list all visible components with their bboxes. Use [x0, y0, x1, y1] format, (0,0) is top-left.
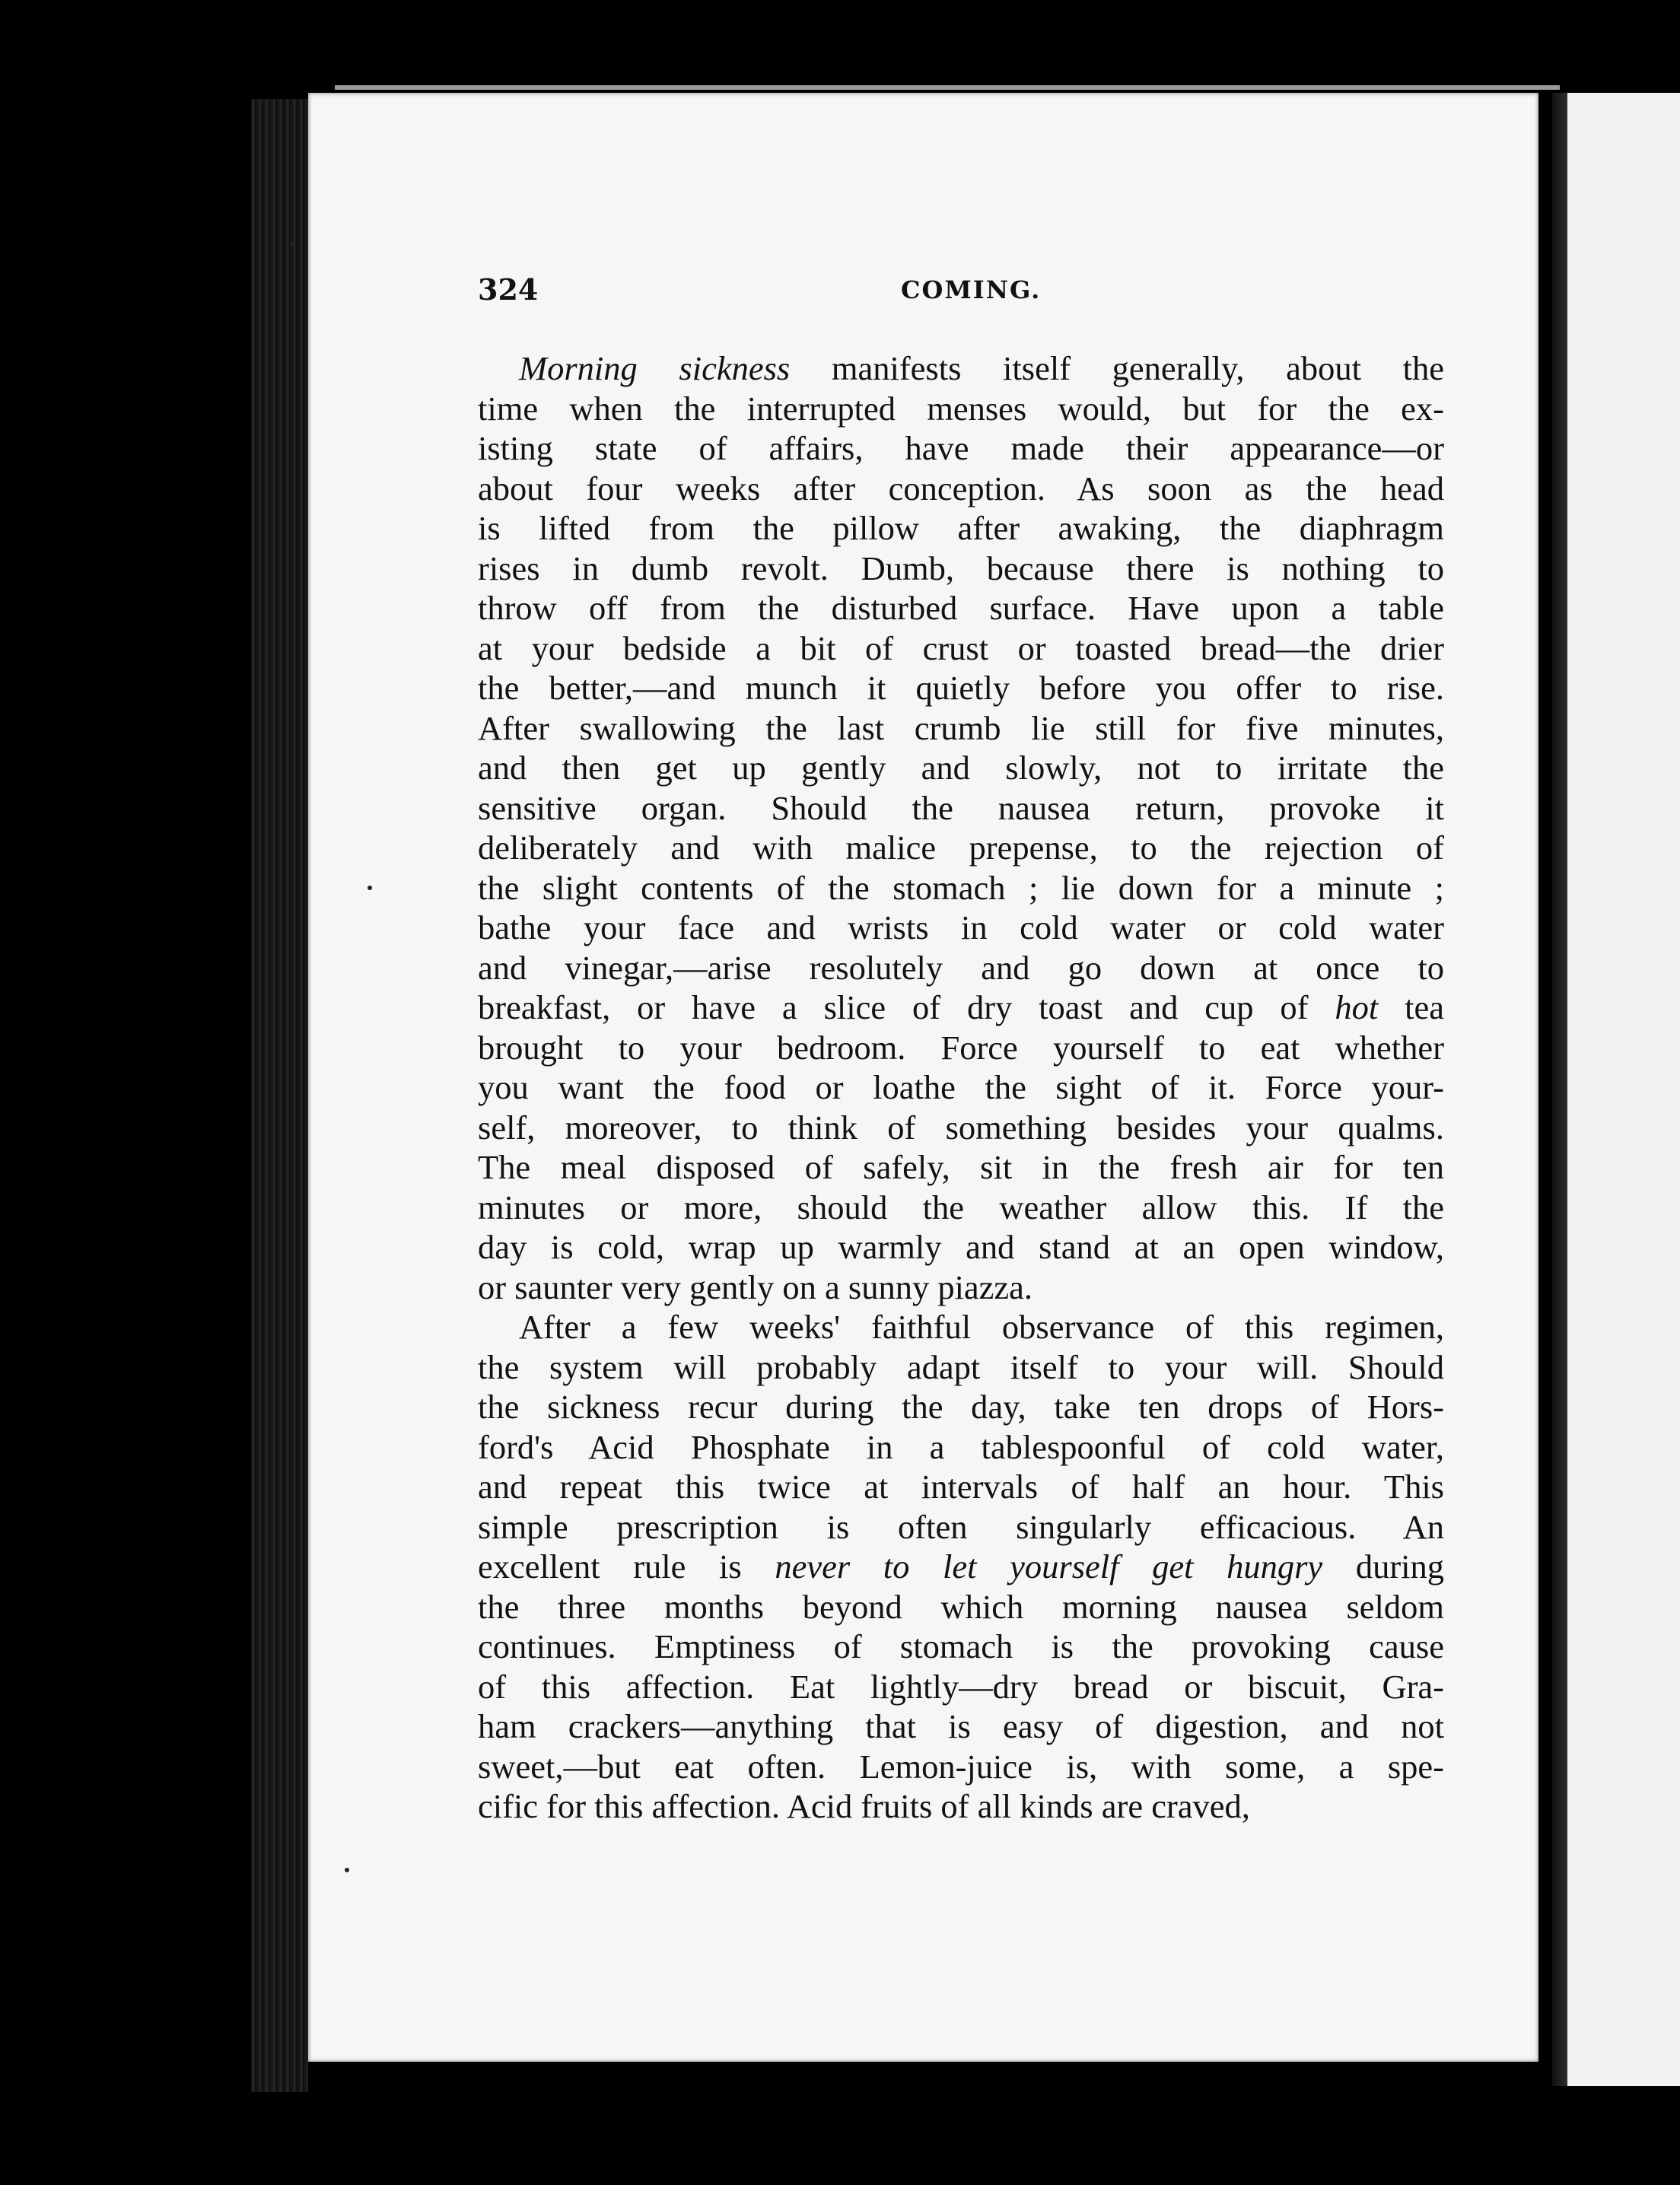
text-line	[478, 549, 1444, 589]
text-line	[478, 348, 1444, 389]
text-line	[478, 508, 1444, 549]
paragraph	[478, 348, 1444, 1307]
text-run: and repeat this twice at intervals of half an hour. This	[478, 1468, 1444, 1506]
text-run: brought to your bedroom. Force yourself to eat whether	[478, 1028, 1444, 1067]
text-run: ham crackers—anything that is easy of digestion, and not	[478, 1707, 1444, 1745]
text-line	[478, 1387, 1444, 1427]
text-run: the system will probably adapt itself to your will. Should	[478, 1347, 1444, 1386]
text-line	[478, 708, 1444, 749]
text-run: continues. Emptiness of stomach is the provoking cause	[478, 1627, 1444, 1665]
text-line	[478, 668, 1444, 708]
text-run: and then get up gently and slowly, not to irritate the	[478, 749, 1444, 787]
text-run: day is cold, wrap up warmly and stand at an open window,	[478, 1228, 1444, 1266]
text-line	[478, 1706, 1444, 1747]
text-line	[478, 628, 1444, 669]
text-run: during	[1322, 1547, 1444, 1585]
text-run: the three months beyond which morning nausea seldom	[478, 1587, 1444, 1626]
text-run: the slight contents of the stomach ; lie down for a minute ;	[478, 868, 1444, 907]
italic-text: Morning sickness	[519, 349, 791, 387]
text-line	[478, 1028, 1444, 1068]
text-line	[478, 1507, 1444, 1547]
text-run: manifests itself generally, about the	[790, 349, 1444, 387]
text-line	[478, 1188, 1444, 1228]
text-line	[478, 748, 1444, 788]
text-run: The meal disposed of safely, sit in the fresh air for ten	[478, 1148, 1444, 1186]
text-line	[478, 908, 1444, 948]
text-run: self, moreover, to think of something besides your qualms.	[478, 1108, 1444, 1147]
text-line	[478, 1467, 1444, 1507]
text-line	[478, 588, 1444, 628]
text-run: bathe your face and wrists in cold water or cold water	[478, 908, 1444, 946]
text-run: of this affection. Eat lightly—dry bread or biscuit, Gra-	[478, 1667, 1444, 1706]
facing-page-edge	[1567, 93, 1680, 2086]
text-line	[478, 1227, 1444, 1267]
text-run: rises in dumb revolt. Dumb, because there is nothing to	[478, 549, 1444, 587]
text-run: excellent rule is	[478, 1547, 775, 1585]
text-run: you want the food or loathe the sight of it. Force your-	[478, 1068, 1444, 1106]
text-run: isting state of affairs, have made their appearance—or	[478, 429, 1444, 467]
text-line	[478, 828, 1444, 868]
text-line	[478, 788, 1444, 829]
text-run: breakfast, or have a slice of dry toast and cup of	[478, 988, 1335, 1026]
text-line	[478, 868, 1444, 908]
text-run: After swallowing the last crumb lie still for five minutes,	[478, 708, 1444, 747]
text-run: or saunter very gently on a sunny piazza.	[478, 1267, 1033, 1306]
text-line	[478, 1347, 1444, 1388]
page-top-edge	[335, 85, 1560, 90]
text-line	[478, 1427, 1444, 1468]
text-line	[478, 1307, 1444, 1347]
book-page-edges	[251, 99, 308, 2092]
italic-text: never to let yourself get hungry	[775, 1547, 1323, 1585]
running-title: COMING.	[901, 275, 1042, 304]
scan-speck	[368, 886, 372, 890]
text-line	[478, 1067, 1444, 1108]
text-run: sensitive organ. Should the nausea return, provoke it	[478, 788, 1444, 827]
text-run: simple prescription is often singularly efficacious. An	[478, 1507, 1444, 1546]
paragraph	[478, 1307, 1444, 1827]
text-line	[478, 1627, 1444, 1667]
text-line	[478, 948, 1444, 988]
text-line	[478, 1587, 1444, 1627]
text-line	[478, 1547, 1444, 1587]
text-run: is lifted from the pillow after awaking, the diaphragm	[478, 509, 1444, 547]
text-run: throw off from the disturbed surface. Have upon a table	[478, 589, 1444, 627]
text-run: and vinegar,—arise resolutely and go down at once to	[478, 948, 1444, 987]
text-line	[478, 988, 1444, 1028]
body-text	[478, 348, 1444, 1827]
text-run: the better,—and munch it quietly before you offer to rise.	[478, 669, 1444, 707]
page-number: 324	[478, 272, 539, 307]
text-run: at your bedside a bit of crust or toasted bread—the drier	[478, 628, 1444, 667]
text-run: cific for this affection. Acid fruits of all kinds are craved,	[478, 1787, 1250, 1825]
text-line	[478, 1267, 1444, 1308]
text-run: sweet,—but eat often. Lemon-juice is, with some, a spe-	[478, 1747, 1444, 1786]
text-line	[478, 1747, 1444, 1787]
text-line	[478, 469, 1444, 509]
text-run: minutes or more, should the weather allow this. If the	[478, 1188, 1444, 1226]
text-line	[478, 1147, 1444, 1188]
text-run: After a few weeks' faithful observance of this regimen,	[519, 1308, 1444, 1346]
running-head	[478, 272, 1437, 310]
text-line	[478, 389, 1444, 429]
text-run: about four weeks after conception. As soon as the head	[478, 469, 1444, 507]
text-line	[478, 1786, 1444, 1827]
text-line	[478, 1667, 1444, 1707]
text-run: deliberately and with malice prepense, to the rejection of	[478, 829, 1444, 867]
text-line	[478, 428, 1444, 469]
text-run: ford's Acid Phosphate in a tablespoonful of cold water,	[478, 1427, 1444, 1466]
scan-speck	[345, 1868, 349, 1872]
scan-speck	[290, 242, 294, 246]
text-line	[478, 1108, 1444, 1148]
text-run: tea	[1378, 988, 1444, 1026]
text-run: the sickness recur during the day, take ten drops of Hors-	[478, 1388, 1444, 1426]
italic-text: hot	[1335, 988, 1379, 1026]
text-run: time when the interrupted menses would, but for the ex-	[478, 389, 1444, 428]
